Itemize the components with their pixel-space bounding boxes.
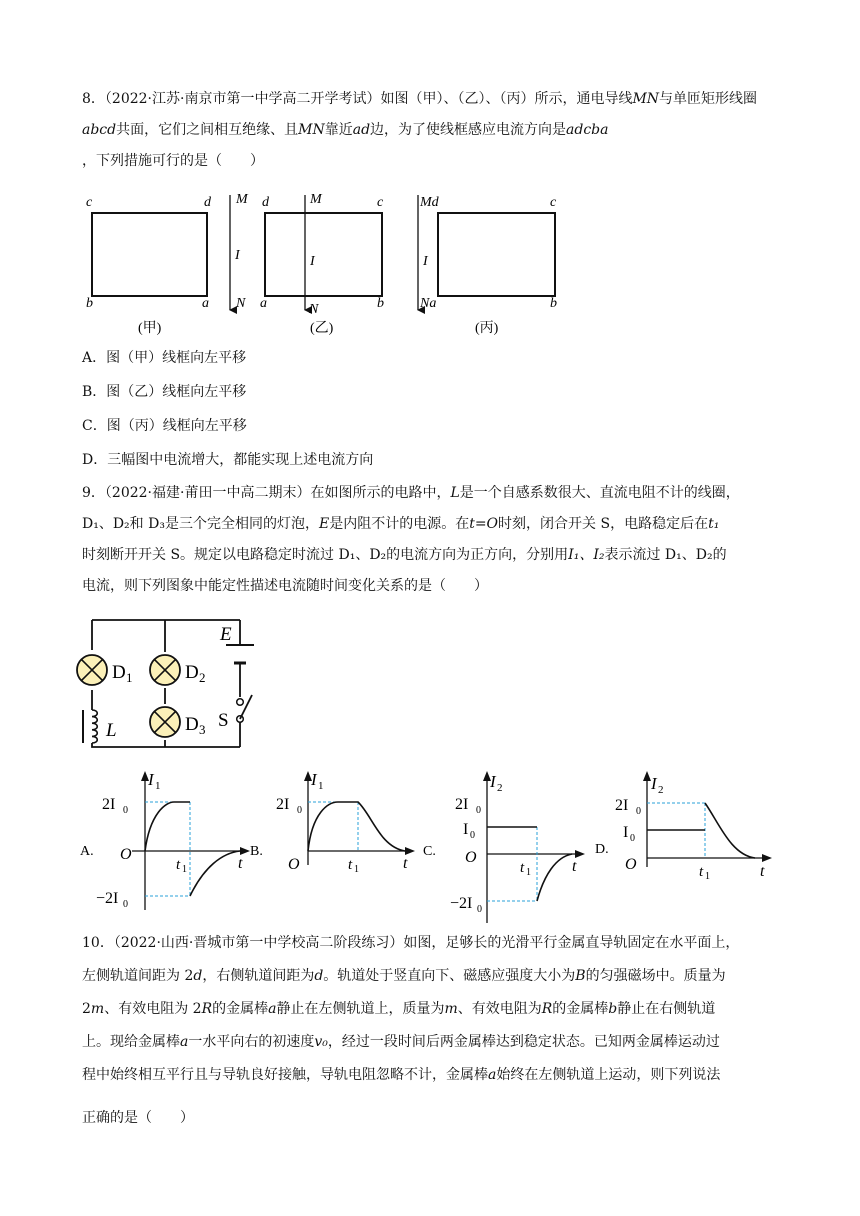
svg-text:D: D bbox=[112, 662, 126, 683]
svg-text:t: t bbox=[348, 857, 353, 873]
svg-text:2: 2 bbox=[199, 670, 206, 685]
svg-text:O: O bbox=[625, 856, 637, 873]
svg-text:0: 0 bbox=[636, 806, 641, 817]
svg-text:0: 0 bbox=[470, 830, 475, 841]
svg-text:t: t bbox=[699, 864, 704, 880]
svg-text:1: 1 bbox=[182, 864, 187, 875]
label-b: b bbox=[86, 296, 93, 311]
q9-graph-b bbox=[250, 765, 420, 915]
caption-bing: (丙) bbox=[475, 321, 499, 336]
svg-text:I: I bbox=[490, 772, 496, 791]
q8-option-b: B．图（乙）线框向左平移 bbox=[82, 384, 247, 400]
svg-text:D: D bbox=[185, 662, 199, 683]
svg-text:I: I bbox=[148, 770, 154, 789]
label-I: I bbox=[423, 254, 428, 269]
label-N: N bbox=[309, 302, 319, 317]
svg-text:D: D bbox=[185, 714, 199, 735]
label-b: b bbox=[550, 296, 557, 311]
caption-jia: (甲) bbox=[138, 321, 162, 336]
svg-text:1: 1 bbox=[318, 780, 324, 792]
coil-bing bbox=[438, 213, 555, 296]
label-Md: Md bbox=[420, 195, 439, 210]
svg-text:t: t bbox=[238, 855, 243, 872]
label-M: M bbox=[236, 192, 248, 207]
svg-text:1: 1 bbox=[705, 871, 710, 882]
svg-text:I: I bbox=[623, 824, 629, 841]
svg-text:I: I bbox=[463, 821, 469, 838]
caption-yi: (乙) bbox=[310, 321, 334, 336]
option-label-d: D. bbox=[595, 842, 609, 857]
svg-text:0: 0 bbox=[476, 805, 481, 816]
label-N: N bbox=[236, 296, 246, 311]
svg-text:t: t bbox=[760, 863, 765, 880]
svg-text:O: O bbox=[120, 846, 132, 863]
figure-bing bbox=[418, 195, 557, 336]
q9-graph-d bbox=[595, 765, 780, 885]
svg-text:2: 2 bbox=[658, 784, 664, 796]
option-label-a: A. bbox=[80, 844, 94, 859]
q8-stem-line-1: 8．（2022·江苏·南京市第一中学高二开学考试）如图（甲）、（乙）、（丙）所示，通电导线MN与单匝矩形线圈 bbox=[82, 91, 758, 107]
option-label-b: B. bbox=[250, 844, 263, 859]
svg-text:1: 1 bbox=[526, 867, 531, 878]
q10-stem-line-4: 上。现给金属棒a一水平向右的初速度v₀，经过一段时间后两金属棒达到稳定状态。已知两金属棒运动过 bbox=[82, 1034, 720, 1050]
q9-graph-a bbox=[80, 765, 252, 915]
q9-stem-line-3: 时刻断开开关 S。规定以电路稳定时流过 D₁、D₂的电流方向为正方向，分别用I₁、I₂表示流过 D₁、D₂的 bbox=[82, 547, 727, 563]
svg-text:L: L bbox=[106, 720, 117, 741]
q9-circuit bbox=[70, 615, 275, 755]
label-c: c bbox=[86, 195, 93, 210]
label-I: I bbox=[235, 248, 240, 263]
label-d: d bbox=[204, 195, 211, 210]
label-a: a bbox=[260, 296, 267, 311]
svg-text:0: 0 bbox=[477, 904, 482, 915]
q8-stem-line-2: abcd共面，它们之间相互绝缘、且MN靠近ad边，为了使线框感应电流方向是adcba bbox=[82, 122, 609, 138]
svg-text:1: 1 bbox=[126, 670, 133, 685]
q9-stem-line-1: 9．（2022·福建·莆田一中高二期末）在如图所示的电路中，L是一个自感系数很大、直流电阻不计的线圈， bbox=[82, 485, 740, 501]
label-b: b bbox=[377, 296, 384, 311]
svg-text:O: O bbox=[465, 849, 477, 866]
svg-text:O: O bbox=[288, 856, 300, 873]
svg-text:0: 0 bbox=[123, 899, 128, 910]
option-label-c: C. bbox=[423, 844, 436, 859]
svg-text:t: t bbox=[520, 860, 525, 876]
svg-text:−2I: −2I bbox=[450, 895, 473, 912]
q8-figure bbox=[80, 185, 600, 340]
q10-stem-line-1: 10．（2022·山西·晋城市第一中学校高二阶段练习）如图，足够长的光滑平行金属直导轨固定在水平面上， bbox=[82, 935, 740, 951]
battery-E bbox=[219, 624, 254, 663]
q10-stem-line-5: 程中始终相互平行且与导轨良好接触，导轨电阻忽略不计，金属棒a始终在左侧轨道上运动，则下列说法 bbox=[82, 1067, 721, 1083]
bulb-D2 bbox=[150, 655, 206, 685]
svg-text:I: I bbox=[311, 770, 317, 789]
coil-jia bbox=[92, 213, 207, 296]
label-I: I bbox=[310, 254, 315, 269]
label-c: c bbox=[377, 195, 384, 210]
inductor-L bbox=[83, 710, 117, 743]
svg-text:E: E bbox=[220, 624, 232, 645]
svg-text:2I: 2I bbox=[455, 796, 469, 813]
q9-stem-line-4: 电流，则下列图象中能定性描述电流随时间变化关系的是（ ） bbox=[82, 578, 488, 594]
figure-jia bbox=[86, 192, 249, 336]
label-c: c bbox=[550, 195, 557, 210]
svg-text:t: t bbox=[572, 858, 577, 875]
label-a: a bbox=[202, 296, 209, 311]
svg-text:S: S bbox=[218, 710, 229, 731]
svg-text:2I: 2I bbox=[276, 796, 290, 813]
svg-text:−2I: −2I bbox=[96, 890, 119, 907]
svg-text:0: 0 bbox=[297, 805, 302, 816]
q10-stem-line-2: 左侧轨道间距为 2d，右侧轨道间距为d。轨道处于竖直向下、磁感应强度大小为B的匀强磁场中。质量为 bbox=[82, 968, 726, 984]
svg-text:1: 1 bbox=[354, 864, 359, 875]
q8-stem-line-3: ，下列措施可行的是（ ） bbox=[82, 153, 264, 169]
q8-option-a: A．图（甲）线框向左平移 bbox=[82, 350, 247, 366]
svg-text:0: 0 bbox=[123, 805, 128, 816]
label-M: M bbox=[310, 192, 322, 207]
switch-S bbox=[218, 695, 252, 731]
q8-option-d: D．三幅图中电流增大，都能实现上述电流方向 bbox=[82, 452, 374, 468]
svg-text:2: 2 bbox=[497, 782, 503, 794]
q9-stem-line-2: D₁、D₂和 D₃是三个完全相同的灯泡，E是内阻不计的电源。在t=O时刻，闭合开关 S，电路稳定后在t₁ bbox=[82, 516, 720, 532]
coil-yi bbox=[265, 213, 382, 296]
svg-text:0: 0 bbox=[630, 833, 635, 844]
curve-a bbox=[145, 802, 240, 896]
q8-option-c: C．图（丙）线框向左平移 bbox=[82, 418, 247, 434]
curve-b bbox=[308, 802, 405, 851]
label-Na: Na bbox=[420, 296, 437, 311]
figure-yi bbox=[260, 192, 384, 336]
svg-text:t: t bbox=[176, 857, 181, 873]
svg-text:2I: 2I bbox=[102, 796, 116, 813]
svg-text:3: 3 bbox=[199, 722, 206, 737]
bulb-D3 bbox=[150, 707, 206, 737]
bulb-D1 bbox=[77, 655, 133, 685]
q10-stem-line-3: 2m、有效电阻为 2R的金属棒a静止在左侧轨道上，质量为m、有效电阻为R的金属棒b静止在右侧轨道 bbox=[82, 1001, 716, 1017]
curve-d bbox=[647, 803, 755, 858]
curve-c bbox=[487, 827, 572, 901]
svg-text:I: I bbox=[651, 774, 657, 793]
svg-text:t: t bbox=[403, 855, 408, 872]
label-d: d bbox=[262, 195, 269, 210]
q10-stem-line-6: 正确的是（ ） bbox=[82, 1110, 194, 1126]
q9-graph-c bbox=[420, 765, 590, 927]
svg-text:1: 1 bbox=[155, 780, 161, 792]
svg-text:2I: 2I bbox=[615, 797, 629, 814]
